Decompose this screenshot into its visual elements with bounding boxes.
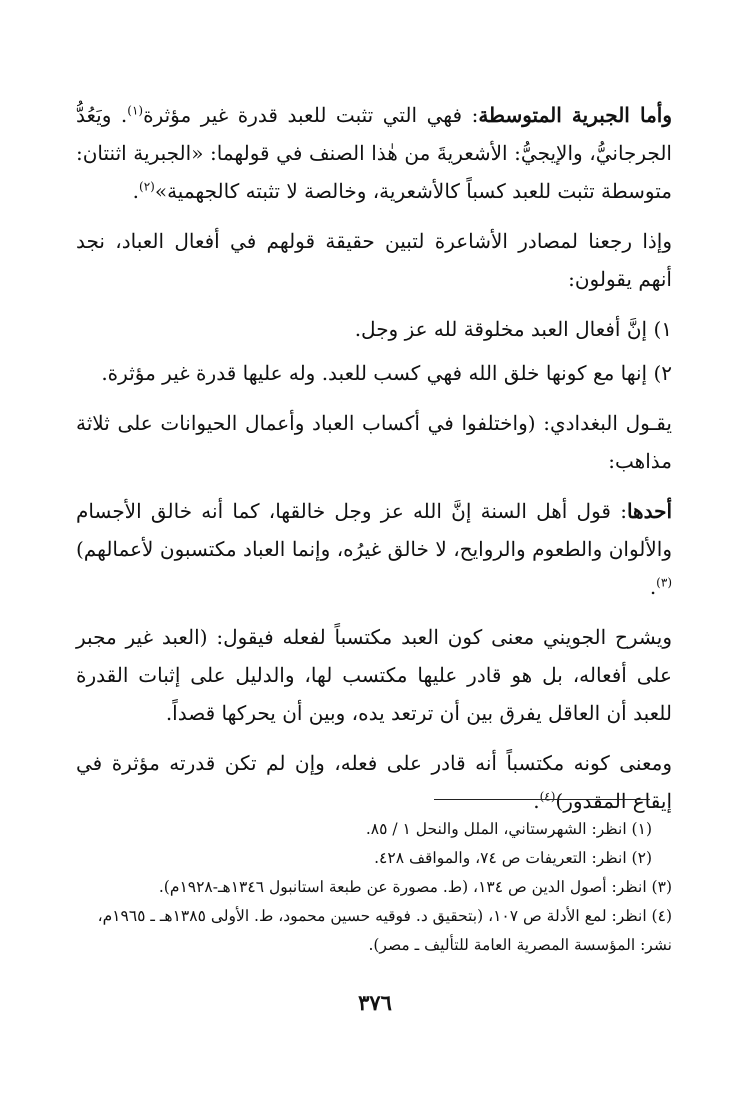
list-item-2: ٢) إنها مع كونها خلق الله فهي كسب للعبد. وله عليها قدرة غير مؤثرة. bbox=[101, 361, 672, 385]
footnote-3: (٣) انظر: أصول الدين ص ١٣٤، (ط. مصورة عن طبعة استانبول ١٣٤٦هـ-١٩٢٨م). bbox=[158, 878, 672, 896]
list-item-1: ١) إنَّ أفعال العبد مخلوقة لله عز وجل. bbox=[354, 317, 672, 341]
footnote-divider bbox=[434, 799, 650, 800]
paragraph-juwayni: ويشرح الجويني معنى كون العبد مكتسباً لفعله فيقول: (العبد غير مجبر على أفعاله، بل هو قادر عليها مكتسب لها، والدليل على إثبات القدرة للعبد أن العاقل يفرق بين أن ترتعد يده، وبين أن يحركها قصداً. bbox=[76, 625, 672, 725]
footnotes bbox=[76, 815, 672, 960]
paragraph-text: : فهي التي تثبت للعبد قدرة غير مؤثرة bbox=[143, 103, 479, 127]
paragraph-kasb-meaning bbox=[76, 744, 672, 820]
footnote-4: (٤) انظر: لمع الأدلة ص ١٠٧، (بتحقيق د. فوقيه حسين محمود، ط. الأولى ١٣٨٥هـ ـ ١٩٦٥م، نشر: المؤسسة المصرية العامة للتأليف ـ مصر). bbox=[97, 907, 672, 954]
footnote-1: (١) انظر: الشهرستاني، الملل والنحل ١ / ٨٥. bbox=[365, 820, 652, 838]
paragraph-text: . bbox=[533, 789, 540, 813]
paragraph-baghdadi: يقـول البغدادي: (واختلفوا في أكساب العباد وأعمال الحيوانات على ثلاثة مذاهب: bbox=[76, 411, 672, 473]
paragraph-text: ومعنى كونه مكتسباً أنه قادر على فعله، وإن لم تكن قدرته مؤثرة في إيقاع المقدور) bbox=[76, 751, 672, 813]
footnote-ref-4[interactable]: (٤) bbox=[539, 789, 556, 804]
paragraph-jabriyya bbox=[76, 96, 672, 210]
footnote-2: (٢) انظر: التعريفات ص ٧٤، والمواقف ٤٢٨. bbox=[374, 849, 652, 867]
main-text bbox=[76, 96, 672, 832]
paragraph-text: . ويَعُدُّ الجرجانيُّ، والإيجيُّ: الأشعريةَ من هٰذا الصنف في قولهما: «الجبرية اثنتان: متوسطة تثبت للعبد كسباً كالأشعرية، وخالصة لا تثبته كالجهمية» bbox=[76, 103, 672, 203]
paragraph-text: . bbox=[649, 575, 657, 599]
paragraph-lead: أحدها bbox=[626, 499, 672, 523]
footnote-ref-2[interactable]: (٢) bbox=[139, 179, 155, 194]
page-number: ٣٧٦ bbox=[358, 990, 392, 1015]
paragraph-lead: وأما الجبرية المتوسطة bbox=[478, 103, 672, 127]
footnote-ref-1[interactable]: (١) bbox=[127, 103, 144, 118]
footnote-ref-3[interactable]: (٣) bbox=[656, 575, 672, 590]
paragraph-first-view bbox=[76, 492, 672, 606]
paragraph-text: . bbox=[132, 179, 139, 203]
paragraph-ashaira: وإذا رجعنا لمصادر الأشاعرة لتبين حقيقة قولهم في أفعال العباد، نجد أنهم يقولون: bbox=[76, 229, 672, 291]
paragraph-text: : قول أهل السنة إنَّ الله عز وجل خالقها، كما أنه خالق الأجسام والألوان والطعوم والروايح، لا خالق غيرُه، وإنما العباد مكتسبون لأعمالهم) bbox=[76, 499, 672, 561]
